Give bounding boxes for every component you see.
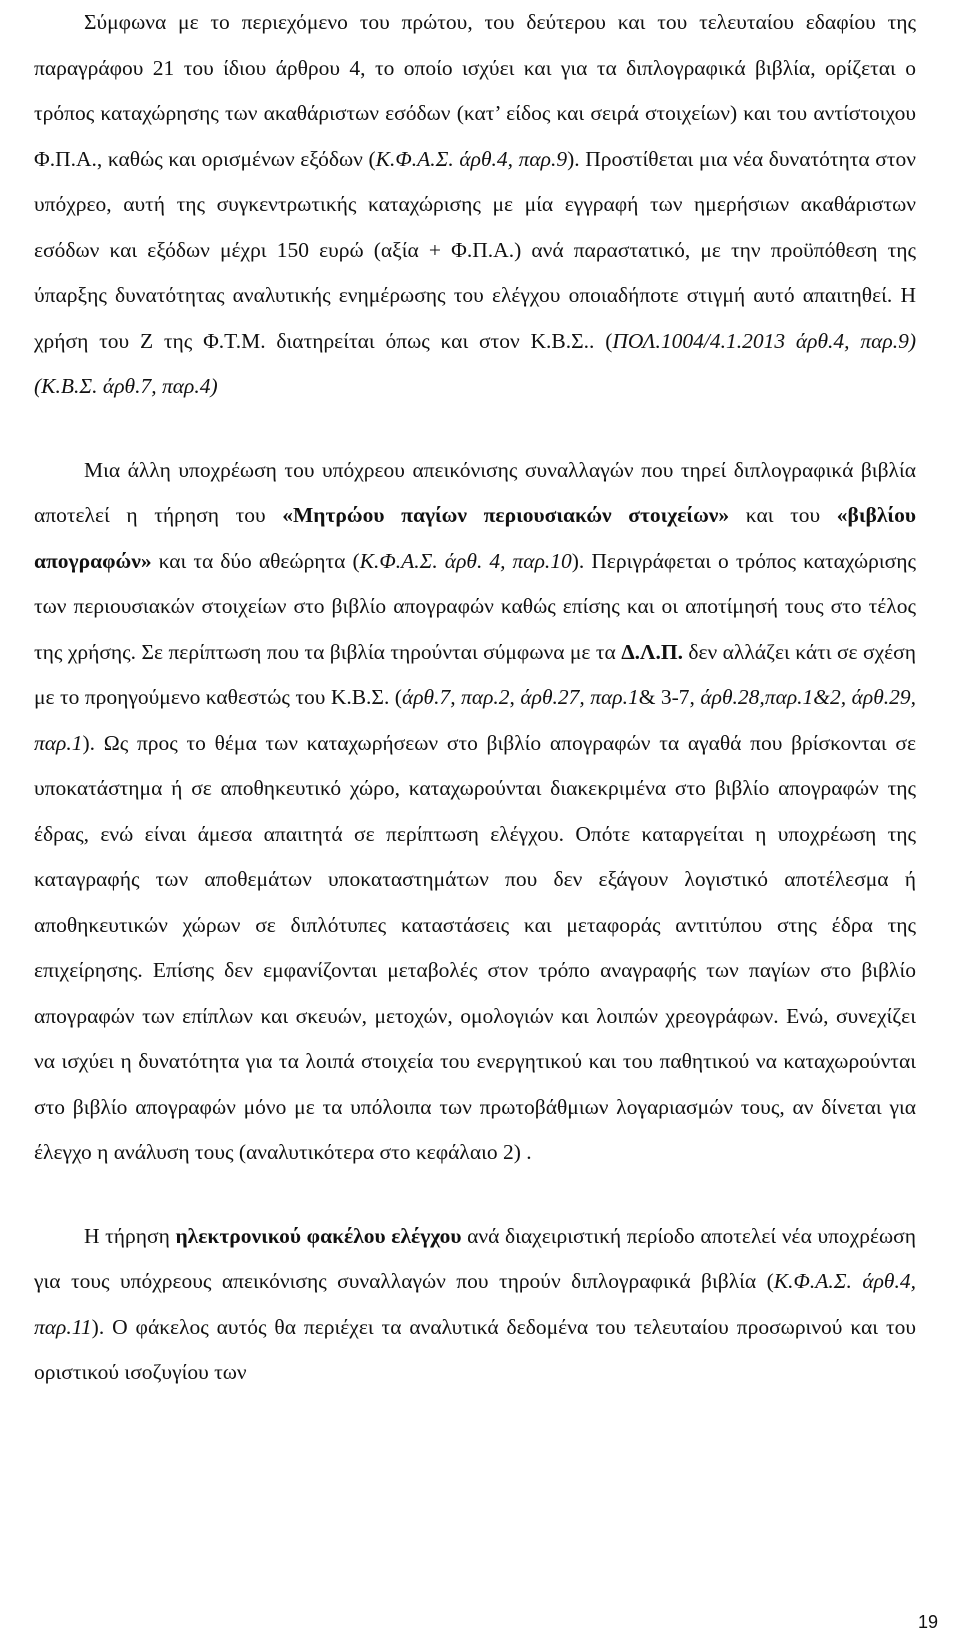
paragraph-1	[34, 0, 916, 410]
text-run: ,	[509, 685, 521, 709]
bold-term: «Μητρώου παγίων περιουσιακών στοιχείων»	[282, 503, 730, 527]
text-run: και τα δύο αθεώρητα (	[151, 548, 360, 573]
citation-italic: άρθ.28,παρ.1&2, άρθ.29, παρ.1	[34, 685, 917, 755]
text-run: Η τήρηση	[84, 1223, 176, 1248]
text-run: ). Ο φάκελος αυτός θα περιέχει τα αναλυτικά δεδομένα του τελευταίου προσωρινού και του οριστικού ισοζυγίου των	[34, 1314, 916, 1384]
bold-term: «βιβλίου απογραφών»	[34, 503, 916, 573]
text-run: δεν αλλάζει κάτι σε σχέση με το προηγούμενο καθεστώς του Κ.Β.Σ. (	[34, 639, 916, 709]
page-number: 19	[917, 1612, 938, 1632]
text-run: ). Περιγράφεται ο τρόπος καταχώρισης των περιουσιακών στοιχείων στο βιβλίο απογραφών καθώς επίσης και οι αποτίμησή τους στο τέλος της χρήσης. Σε περίπτωση που τα βιβλία τηρούνται σύμφωνα με τα	[34, 548, 916, 664]
citation-italic: ΠΟΛ.1004/4.1.2013 άρθ.4, παρ.9) (Κ.Β.Σ. άρθ.7, παρ.4)	[34, 328, 916, 398]
paragraph-3	[34, 1214, 916, 1396]
citation-italic: Κ.Φ.Α.Σ. άρθ.4, παρ.9	[375, 146, 568, 171]
bold-term: ηλεκτρονικού φακέλου ελέγχου	[175, 1223, 462, 1248]
document-page	[34, 0, 916, 1396]
text-run: ). Ως προς το θέμα των καταχωρήσεων στο βιβλίο απογραφών τα αγαθά που βρίσκονται σε υποκατάστημα ή σε αποθηκευτικό χώρο, καταχωρούνται διακεκριμένα στο βιβλίο απογραφών της έδρας, ενώ είναι άμεσα απαιτητά σε περίπτωση ελέγχου. Οπότε καταργείται η υποχρέωση της καταγραφής των αποθεμάτων υποκαταστημάτων που δεν εξάγουν λογιστικό αποτέλεσμα ή αποθηκευτικών χώρων σε διπλότυπες καταστάσεις και μεταφοράς αντιτύπου στης έδρα της επιχείρησης. Επίσης δεν εμφανίζονται μεταβολές στον τρόπο αναγραφής των παγίων στο βιβλίο απογραφών των επίπλων και σκευών, μετοχών, ομολογιών και λοιπών χρεογράφων. Ενώ, συνεχίζει να ισχύει η δυνατότητα για τα λοιπά στοιχεία του ενεργητικού και του παθητικού να καταχωρούνται στο βιβλίο απογραφών μόνο με τα υπόλοιπα των πρωτοβάθμιων λογαριασμών τους, αν δίνεται για έλεγχο η ανάλυση τους (αναλυτικότερα στο κεφάλαιο 2) .	[34, 730, 916, 1164]
citation-italic: άρθ.7, παρ.2	[401, 685, 510, 709]
bold-term: Δ.Λ.Π.	[621, 639, 683, 664]
text-run: Σύμφωνα με το περιεχόμενο του πρώτου, του δεύτερου και του τελευταίου εδαφίου της παραγράφου 21 του ίδιου άρθρου 4, το οποίο ισχύει και για τα διπλογραφικά βιβλία, ορίζεται ο τρόπος καταχώρησης των ακαθάριστων εσόδων (κατ’ είδος και σειρά στοιχείων) και του αντίστοιχου Φ.Π.Α., καθώς και ορισμένων εξόδων (	[34, 10, 916, 171]
text-run: και του	[729, 503, 837, 527]
text-run: ). Προστίθεται μια νέα δυνατότητα στον υπόχρεο, αυτή της συγκεντρωτικής καταχώρισης με μία εγγραφή των ημερήσιων ακαθάριστων εσόδων και εξόδων μέχρι 150 ευρώ (αξία + Φ.Π.Α.) ανά παραστατικό, με την προϋπόθεση της ύπαρξης δυνατότητας αναλυτικής ενημέρωσης του ελέγχου οποιαδήποτε στιγμή αυτό απαιτηθεί. Η χρήση του Ζ της Φ.Τ.Μ. διατηρείται όπως και στον Κ.Β.Σ.. (	[34, 146, 916, 353]
text-run: Μια άλλη υποχρέωση του υπόχρεου απεικόνισης συναλλαγών που τηρεί διπλογραφικά βιβλία αποτελεί η τήρηση του	[34, 457, 916, 527]
citation-italic: Κ.Φ.Α.Σ. άρθ.4, παρ.11	[34, 1269, 916, 1339]
citation-italic: Κ.Φ.Α.Σ. άρθ. 4, παρ.10	[359, 548, 572, 573]
citation-italic: άρθ.27, παρ.1	[520, 685, 639, 709]
text-run: & 3-7,	[638, 685, 701, 709]
paragraph-2	[34, 448, 916, 1176]
text-run: ανά διαχειριστική περίοδο αποτελεί νέα υποχρέωση για τους υπόχρεους απεικόνισης συναλλαγών που τηρούν διπλογραφικά βιβλία (	[34, 1223, 916, 1293]
